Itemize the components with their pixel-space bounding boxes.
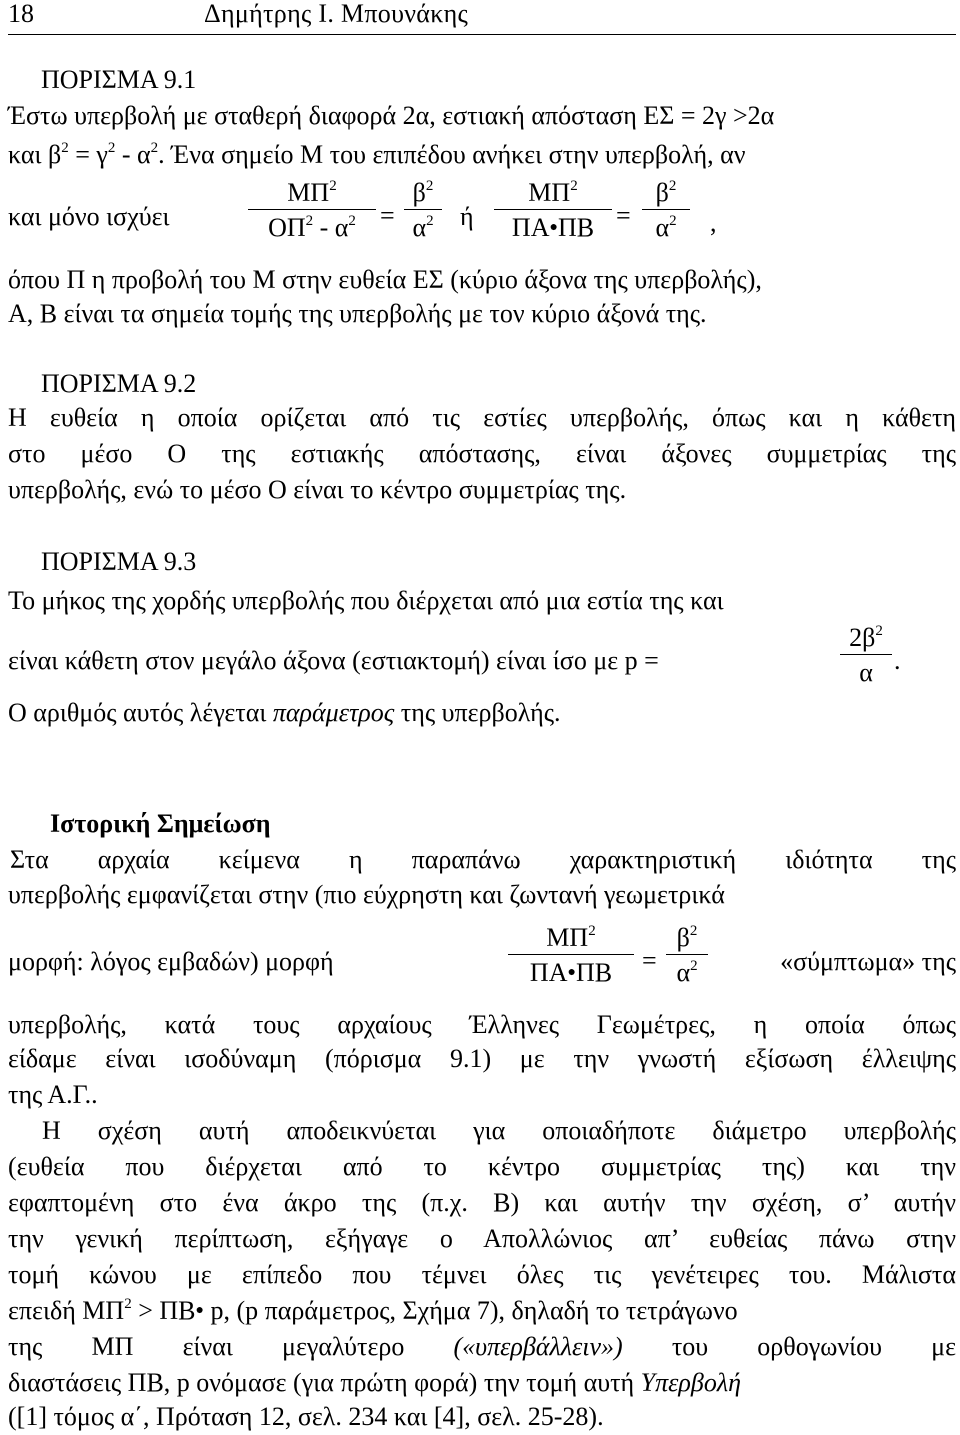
text-run: p, (p παράμετρος, Σχήμα 7), δηλαδή το τετράγωνο: [203, 1296, 738, 1325]
comma: ,: [710, 208, 717, 237]
superscript: 2: [588, 923, 596, 939]
text-run: β: [655, 178, 669, 207]
superscript: 2: [124, 1296, 132, 1312]
fraction-denominator: [248, 210, 376, 244]
text-run: ΠΑ: [529, 958, 568, 987]
superscript: 2: [107, 140, 116, 156]
history-line-6: της Α.Γ..: [8, 1080, 98, 1109]
superscript: 2: [329, 178, 337, 194]
text-run: α: [412, 213, 427, 242]
superscript: 2: [875, 623, 883, 639]
multiplication-dot: ●: [549, 220, 558, 235]
history-p2-line-1: Η σχέση αυτή αποδεικνύεται για οποιαδήποτε διάμετρο υπερβολής: [42, 1116, 956, 1145]
text-run: Ο αριθμός αυτός λέγεται: [8, 698, 273, 727]
history-p2-line-2: (ευθεία που διέρχεται από το κέντρο συμμετρίας της) και την: [8, 1152, 956, 1181]
text-run: ΜΠ: [546, 923, 589, 952]
fraction-numerator: [508, 920, 634, 954]
history-p2-line-7: [8, 1329, 956, 1365]
fraction-numerator: [642, 175, 690, 209]
porisma-9-2-line-1: Η ευθεία η οποία ορίζεται από τις εστίες υπερβολής, όπως και η κάθετη: [8, 403, 956, 432]
text-run: διαστάσεις ΠΒ, p ονόμασε (για πρώτη φορά) την τομή αυτή: [8, 1368, 641, 1397]
page-number: 18: [8, 0, 34, 28]
italic-term: («υπερβάλλειν»): [453, 1332, 623, 1361]
porisma-9-3-title: ΠΟΡΙΣΜΑ 9.3: [41, 547, 197, 576]
porisma-9-1-line-1: Έστω υπερβολή με σταθερή διαφορά 2α, εστιακή απόσταση ΕΣ = 2γ >2α: [8, 101, 775, 130]
italic-term: παράμετρος: [272, 698, 395, 727]
text-run: της υπερβολής.: [394, 698, 561, 727]
superscript: 2: [690, 958, 698, 974]
history-line-2: υπερβολής εμφανίζεται στην (πιο εύχρηστη και ζωντανή γεωμετρικά: [8, 880, 725, 909]
superscript: 2: [348, 213, 356, 229]
porisma-9-3-line-2: είναι κάθετη στον μεγάλο άξονα (εστιακτομή) είναι ίσο με p =: [8, 646, 659, 675]
superscript: 2: [425, 178, 434, 194]
text-run: της ΜΠ είναι μεγαλύτερο: [8, 1332, 454, 1361]
text-run: - α: [313, 213, 349, 242]
fraction-p-parameter: [840, 620, 892, 689]
history-p2-line-6: [8, 1293, 956, 1334]
history-line-4: υπερβολής, κατά τους αρχαίους Έλληνες Γεωμέτρες, η οποία όπως: [8, 1010, 956, 1039]
text-run: . Ένα σημείο Μ του επιπέδου ανήκει στην υπερβολή, αν: [158, 140, 746, 169]
fraction-1: [248, 175, 376, 244]
fraction-denominator: α: [859, 658, 873, 687]
text-run: ΠΒ: [557, 213, 595, 242]
superscript: 2: [150, 140, 159, 156]
superscript: 2: [61, 140, 69, 156]
text-run: και β: [8, 140, 62, 169]
porisma-9-1-line-4: όπου Π η προβολή του Μ στην ευθεία ΕΣ (κύριο άξονα της υπερβολής),: [8, 265, 762, 294]
fraction-numerator: [248, 175, 376, 209]
equals-sign: =: [616, 201, 631, 230]
text-run: = γ: [68, 140, 108, 169]
text-run: ΟΠ: [268, 213, 306, 242]
text-run: του ορθογωνίου με: [622, 1332, 956, 1361]
porisma-9-1-line-3-label: και μόνο ισχύει: [8, 202, 170, 231]
text-run: α: [655, 213, 670, 242]
text-run: επειδή ΜΠ: [8, 1296, 125, 1325]
fraction-denominator: [508, 955, 634, 989]
superscript: 2: [570, 178, 578, 194]
text-run: > ΠΒ: [131, 1296, 196, 1325]
fraction-4: [642, 175, 690, 244]
fraction-symptoma-lhs: [508, 920, 634, 989]
history-line-5: είδαμε είναι ισοδύναμη (πόρισμα 9.1) με την γνωστή εξίσωση έλλειψης: [8, 1044, 956, 1073]
porisma-9-1-line-5: Α, Β είναι τα σημεία τομής της υπερβολής με τον κύριο άξονά της.: [8, 299, 707, 328]
fraction-numerator: [666, 920, 708, 954]
porisma-9-3-line-3: [8, 695, 561, 731]
text-run: α: [676, 958, 691, 987]
text-run: - α: [115, 140, 151, 169]
superscript: 2: [305, 213, 314, 229]
text-run: ΜΠ: [287, 178, 330, 207]
equals-sign: =: [380, 201, 395, 230]
history-line-1: Στα αρχαία κείμενα η παραπάνω χαρακτηριστική ιδιότητα της: [10, 845, 956, 874]
fraction-numerator: [840, 620, 892, 654]
or-word: ή: [460, 202, 474, 231]
fraction-symptoma-rhs: [666, 920, 708, 989]
text-run: ΠΒ: [575, 958, 613, 987]
equals-sign: =: [642, 946, 657, 975]
text-run: ΠΑ: [511, 213, 550, 242]
history-line-3-b: «σύμπτωμα» της: [780, 947, 956, 976]
history-line-3-a: μορφή: λόγος εμβαδών) μορφή: [8, 947, 334, 976]
history-p2-line-5: τομή κώνου με επίπεδο που τέμνει όλες τις γενέτειρες του. Μάλιστα: [8, 1260, 956, 1289]
fraction-denominator: [494, 210, 612, 244]
text-run: 2β: [849, 623, 876, 652]
superscript: 2: [669, 213, 677, 229]
multiplication-dot: ●: [567, 965, 576, 980]
period: .: [894, 646, 901, 675]
text-run: β: [412, 178, 426, 207]
history-p2-line-3: εφαπτομένη στο ένα άκρο της (π.χ. Β) και αυτήν την σχέση, σ’ αυτήν: [8, 1188, 956, 1217]
fraction-denominator: [404, 210, 442, 244]
fraction-denominator: [642, 210, 690, 244]
text-run: β: [676, 923, 690, 952]
fraction-denominator: [666, 955, 708, 989]
fraction-numerator: [404, 175, 442, 209]
multiplication-dot: ●: [195, 1303, 204, 1318]
text-run: ΜΠ: [528, 178, 571, 207]
history-p2-line-8: [8, 1365, 956, 1401]
fraction-2: [404, 175, 442, 244]
page-header: [8, 0, 956, 35]
porisma-9-2-title: ΠΟΡΙΣΜΑ 9.2: [41, 369, 197, 398]
italic-term: Υπερβολή: [640, 1368, 741, 1397]
running-head-author: Δημήτρης Ι. Μπουνάκης: [204, 0, 469, 28]
porisma-9-1-line-2: [8, 137, 745, 177]
porisma-9-2-line-2: στο μέσο Ο της εστιακής απόστασης, είναι άξονες συμμετρίας της: [8, 439, 956, 468]
fraction-numerator: [494, 175, 612, 209]
porisma-9-1-title: ΠΟΡΙΣΜΑ 9.1: [41, 65, 197, 94]
porisma-9-2-line-3: υπερβολής, ενώ το μέσο Ο είναι το κέντρο συμμετρίας της.: [8, 475, 627, 504]
porisma-9-3-line-1: Το μήκος της χορδής υπερβολής που διέρχεται από μια εστία της και: [8, 586, 724, 615]
fraction-3: [494, 175, 612, 244]
history-p2-line-9: ([1] τόμος α΄, Πρόταση 12, σελ. 234 και [4], σελ. 25-28).: [8, 1402, 604, 1431]
history-note-title: Ιστορική Σημείωση: [50, 809, 271, 838]
superscript: 2: [689, 923, 698, 939]
superscript: 2: [426, 213, 434, 229]
superscript: 2: [668, 178, 677, 194]
history-p2-line-4: την γενική περίπτωση, εξήγαγε ο Απολλώνιος απ’ ευθείας πάνω στην: [8, 1224, 956, 1253]
